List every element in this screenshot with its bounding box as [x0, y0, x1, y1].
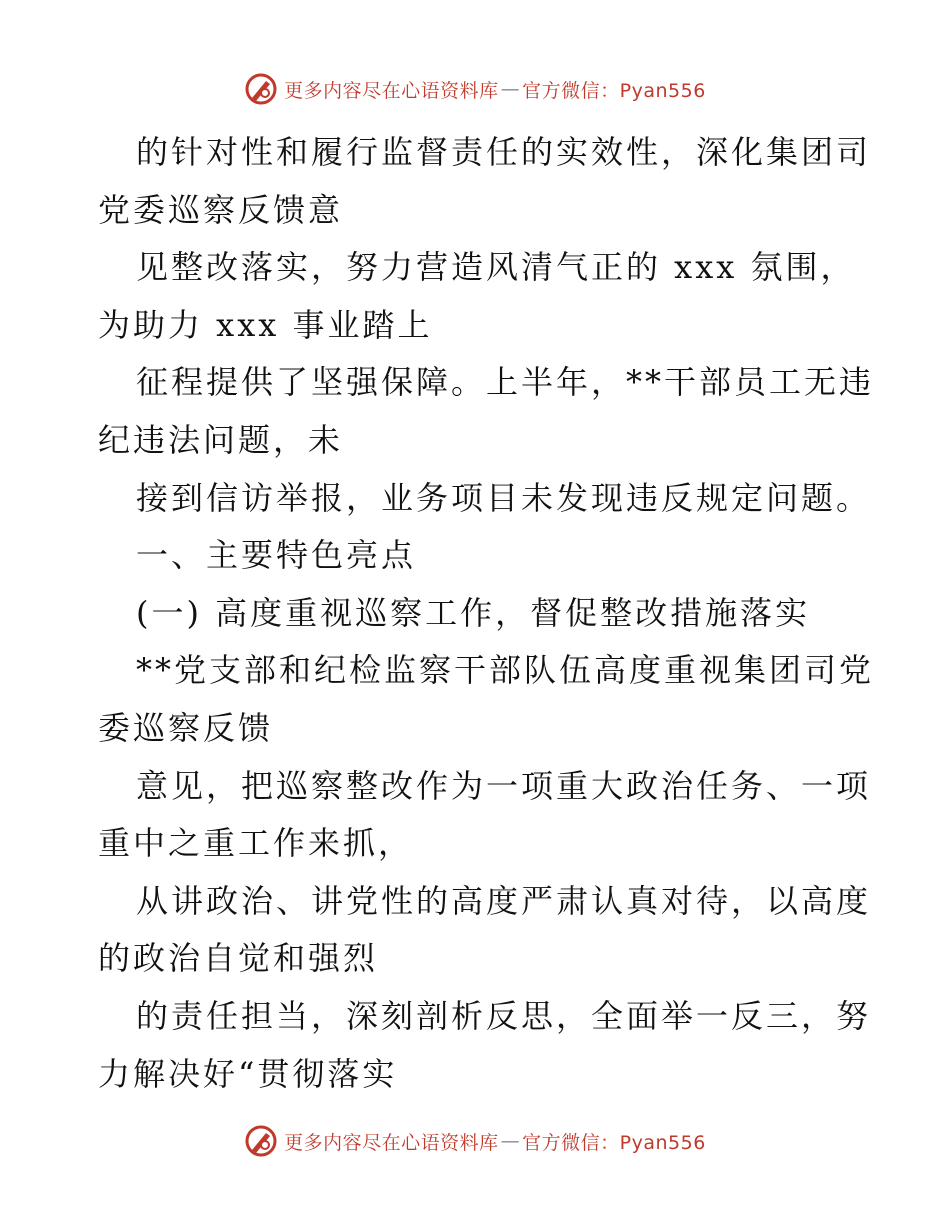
section-heading: 一、主要特色亮点 [136, 536, 417, 575]
document-body [98, 124, 875, 1103]
text-line: 接到信访举报，业务项目未发现违反规定问题。 [136, 478, 872, 517]
text-line: 征程提供了坚强保障。上半年，**干部员工无违 [136, 363, 875, 402]
text-line: **党支部和纪检监察干部队伍高度重视集团司党 [136, 651, 875, 690]
text-line: 的责任担当，深刻剖析反思，全面举一反三，努 [136, 996, 872, 1035]
watermark-brand-text: 更多内容尽在心语资料库 [284, 1131, 499, 1154]
text-line: 为助力 xxx 事业踏上 [98, 305, 433, 344]
watermark-separator: — [500, 78, 521, 100]
header-watermark [0, 72, 950, 106]
text-line: 党委巡察反馈意 [98, 190, 344, 229]
text-line: 重中之重工作来抓， [98, 824, 414, 863]
watermark-wechat-text: 官方微信：Pyan556 [522, 79, 706, 102]
text-line: 的针对性和履行监督责任的实效性，深化集团司 [136, 133, 872, 171]
text-line: 见整改落实，努力营造风清气正的 xxx 氛围， [136, 248, 856, 287]
text-line: 委巡察反馈 [98, 708, 274, 747]
text-line: 意见，把巡察整改作为一项重大政治任务、一项 [136, 766, 872, 805]
text-line: 从讲政治、讲党性的高度严肃认真对待，以高度 [136, 881, 872, 920]
text-line: 纪违法问题，未 [98, 420, 344, 459]
text-line: 的政治自觉和强烈 [98, 939, 379, 978]
pen-logo-icon [244, 72, 278, 106]
subsection-heading: (一) 高度重视巡察工作，督促整改措施落实 [136, 593, 811, 632]
footer-watermark [0, 1124, 950, 1158]
watermark-separator: — [500, 1130, 521, 1152]
pen-logo-icon [244, 1124, 278, 1158]
watermark-wechat-text: 官方微信：Pyan556 [522, 1131, 706, 1154]
watermark-brand-text: 更多内容尽在心语资料库 [284, 79, 499, 102]
text-line: 力解决好“贯彻落实 [98, 1054, 398, 1093]
